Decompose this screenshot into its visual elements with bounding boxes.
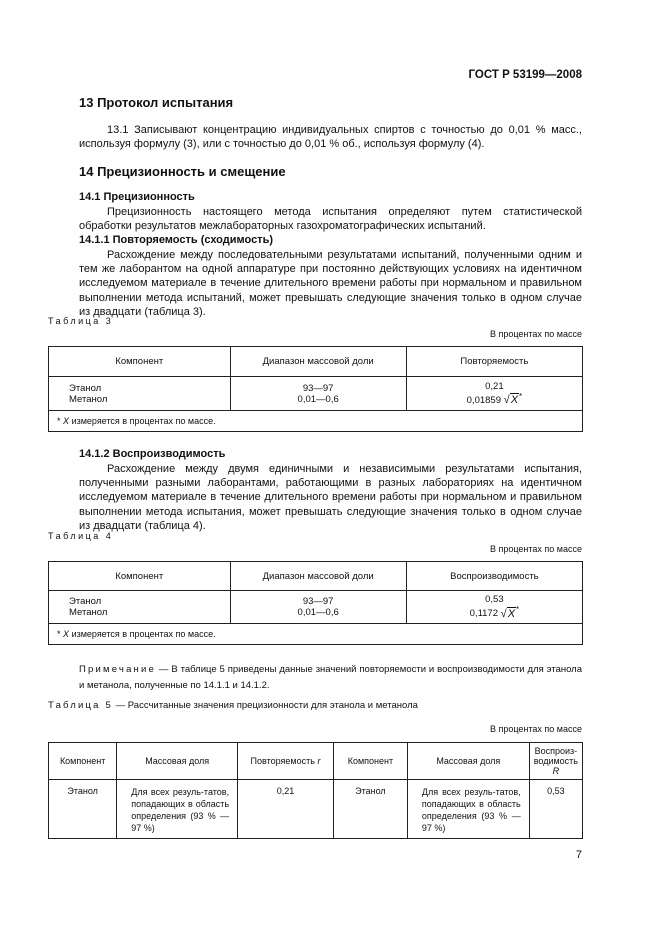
table-5-cell-repeatability: 0,21	[238, 780, 334, 839]
page-number: 7	[575, 849, 582, 861]
subsection-14-1-2-text: Расхождение между двумя единичными и независимыми результатами испытания, полученными разными лаборантами, работающими в разных лабораториях на идентичном исследуемом материале в течение длительного времени работы при нормальном и правильном выполнении метода испытания, может превышать следующие значения только в одном случае из двадцати (таблица 4).	[79, 463, 582, 532]
table-5-header-r: r	[317, 756, 321, 766]
table-3-value-methanol: 0,01859	[466, 395, 501, 407]
section-13-title: 13 Протокол испытания	[79, 95, 234, 110]
table-5-header-component-2: Компонент	[333, 743, 407, 780]
standard-number: ГОСТ Р 53199—2008	[468, 69, 582, 81]
table-4	[48, 561, 583, 645]
table-5-caption	[48, 700, 418, 711]
table-3-footnote: измеряется в процентах по массе.	[71, 416, 216, 426]
table-5-caption-text: — Рассчитанные значения прецизионности для этанола и метанола	[112, 700, 418, 711]
note-text: — В таблице 5 приведены данные значений повторяемости и воспроизводимости для этанола и метанола, полученные по 14.1.1 и 14.1.2.	[79, 664, 582, 691]
table-4-range-ethanol: 93—97	[302, 596, 334, 607]
table-5-header-repeatability	[238, 743, 334, 780]
table-5-header-reproducibility	[529, 743, 582, 780]
sqrt-icon: √X	[500, 607, 516, 620]
table-4-unit: В процентах по массе	[489, 544, 582, 554]
table-4-header-range: Диапазон массовой доли	[230, 562, 406, 591]
table-3-header-range: Диапазон массовой доли	[230, 347, 406, 377]
subsection-14-1-1-text: Расхождение между последовательными результатами испытаний, полученными одним и тем же лаборантом на одной аппаратуре при постоянно действующих условиях на идентичном исследуемом материале в течение длительного времени работы при нормальном и правильном выполнении метода испытаний, может превышать следующие значения только в одном случае из двадцати (таблица 3).	[79, 249, 582, 318]
table-5-unit: В процентах по массе	[489, 724, 582, 734]
table-5-caption-label: Таблица 5	[48, 700, 113, 711]
subsection-14-1-2-title: 14.1.2 Воспроизводимость	[79, 448, 226, 460]
table-5-cell-mass-2: Для всех резуль-татов, попадающих в область определения (93 % — 97 %)	[407, 780, 529, 839]
table-4-header-component: Компонент	[49, 562, 231, 591]
table-3-header-repeatability: Повторяемость	[406, 347, 582, 377]
subsection-14-1-1-title: 14.1.1 Повторяемость (сходимость)	[79, 234, 273, 246]
table-4-value-methanol: 0,1172	[469, 608, 498, 620]
table-5-cell-reproducibility: 0,53	[529, 780, 582, 839]
table-4-footnote-star: *	[57, 629, 61, 639]
table-3-footnote-star: *	[57, 416, 61, 426]
subsection-14-1-title: 14.1 Прецизионность	[79, 191, 195, 203]
table-5-header-reproducibility-label: Воспроиз-водимость	[533, 746, 578, 766]
table-3	[48, 346, 583, 432]
table-3-unit: В процентах по массе	[489, 329, 582, 339]
table-5-header-R: R	[552, 766, 560, 776]
table-5-header-component-1: Компонент	[49, 743, 117, 780]
table-5-cell-mass-1: Для всех резуль-татов, попадающих в область определения (93 % — 97 %)	[117, 780, 238, 839]
table-5-header-repeatability-label: Повторяемость	[250, 756, 315, 766]
table-5-cell-component-1: Этанол	[49, 780, 117, 839]
table-3-component-ethanol: Этанол	[69, 382, 102, 394]
table-3-value-ethanol: 0,21	[485, 380, 504, 392]
table-3-range-ethanol: 93—97	[302, 382, 334, 394]
note-label: Примечание	[79, 664, 156, 675]
table-4-caption: Таблица 4	[48, 531, 114, 541]
table-3-footnote-x: X	[63, 416, 70, 426]
table-3-range-methanol: 0,01—0,6	[297, 393, 339, 405]
table-3-component-methanol: Метанол	[69, 393, 108, 405]
sqrt-icon: √X	[503, 394, 519, 407]
table-4-component-methanol: Метанол	[69, 607, 108, 618]
table-4-footnote: измеряется в процентах по массе.	[71, 629, 216, 639]
table-3-radical-x: X	[510, 394, 519, 407]
table-4-range-methanol: 0,01—0,6	[297, 607, 339, 618]
table-4-footnote-x: X	[63, 629, 70, 639]
section-13-text: 13.1 Записывают концентрацию индивидуальных спиртов с точностью до 0,01 % масс., используя формулу (3), или с точностью до 0,01 % об., используя формулу (4).	[79, 124, 582, 151]
table-4-header-reproducibility: Воспроизводимость	[406, 562, 582, 591]
table-4-value-ethanol: 0,53	[485, 594, 504, 606]
table-4-component-ethanol: Этанол	[69, 596, 102, 607]
table-5	[48, 742, 583, 839]
section-14-title: 14 Прецизионность и смещение	[79, 164, 286, 179]
note	[79, 662, 582, 694]
subsection-14-1-text: Прецизионность настоящего метода испытания определяют путем статистической обработки результатов межлабораторных газохроматографических испытаний.	[79, 206, 582, 233]
table-5-header-mass-1: Массовая доля	[117, 743, 238, 780]
table-3-header-component: Компонент	[49, 347, 231, 377]
table-4-star: *	[516, 605, 520, 615]
table-3-caption: Таблица 3	[48, 316, 114, 326]
table-5-header-mass-2: Массовая доля	[407, 743, 529, 780]
table-4-radical-x: X	[507, 607, 516, 620]
table-3-star: *	[519, 391, 523, 401]
table-5-cell-component-2: Этанол	[333, 780, 407, 839]
